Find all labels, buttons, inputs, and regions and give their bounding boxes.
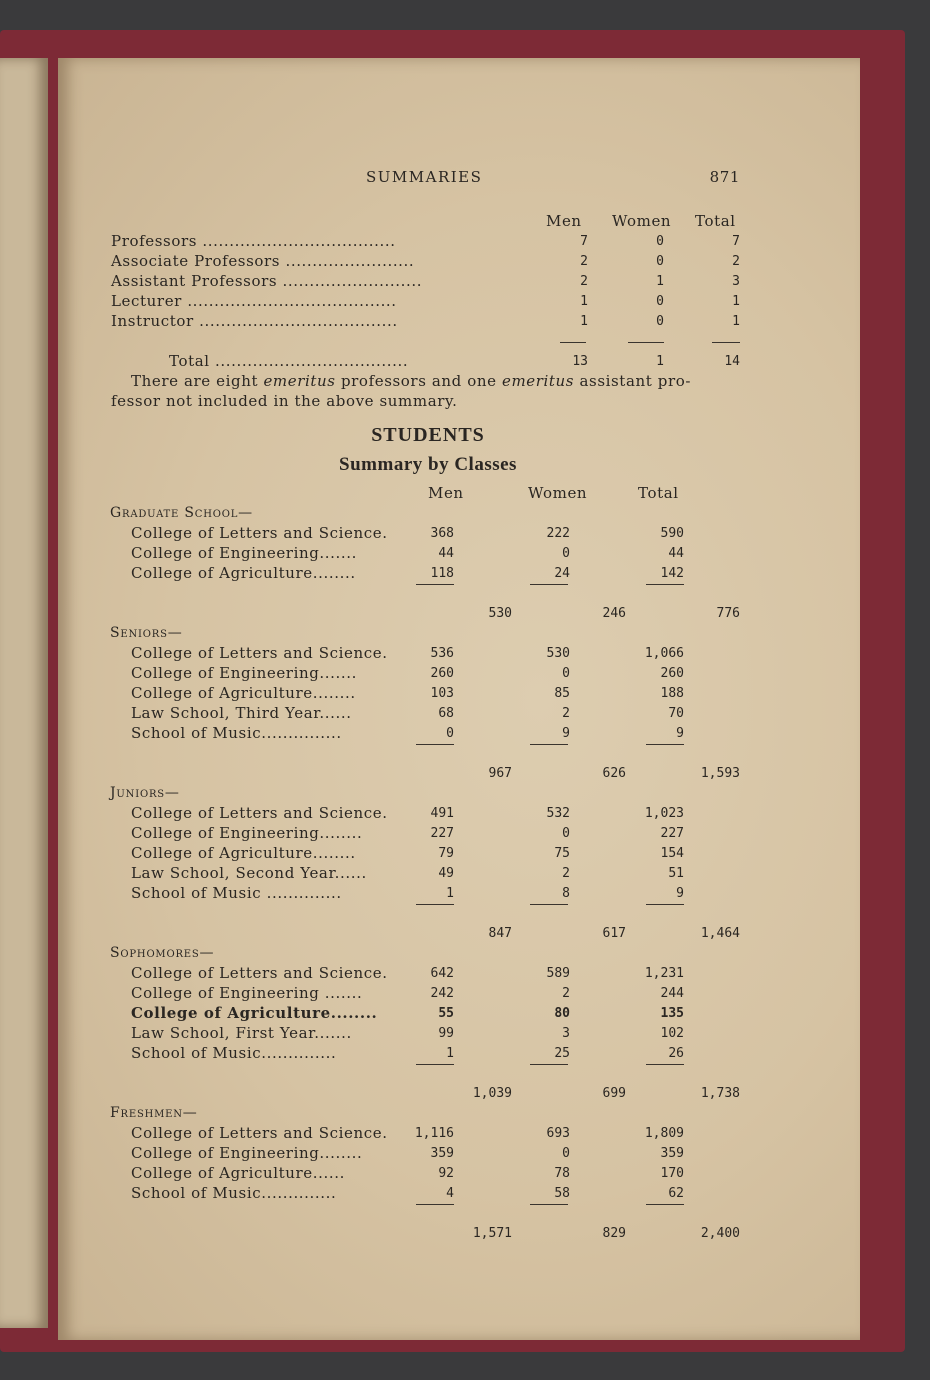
student-row-women: 2 <box>562 866 570 881</box>
student-row-women: 78 <box>554 1166 570 1181</box>
student-row-men: 491 <box>430 806 454 821</box>
faculty-row-label: Assistant Professors .......................... <box>111 272 423 290</box>
faculty-total-total: 14 <box>724 354 740 369</box>
faculty-row-women: 0 <box>656 234 664 249</box>
student-row-total: 154 <box>660 846 684 861</box>
faculty-row-label: Lecturer ....................................... <box>111 292 397 310</box>
student-row-men: 118 <box>430 566 454 581</box>
faculty-total-women: 1 <box>656 354 664 369</box>
student-row-women: 80 <box>554 1006 570 1021</box>
student-row-women: 532 <box>546 806 570 821</box>
section-heading: Freshmen— <box>110 1105 198 1121</box>
student-row-men: 227 <box>430 826 454 841</box>
subtotal-women: 699 <box>602 1086 626 1101</box>
student-row-men: 92 <box>438 1166 454 1181</box>
section-heading: Sophomores— <box>110 945 215 961</box>
faculty-row-women: 1 <box>656 274 664 289</box>
section-heading: Juniors— <box>110 785 180 801</box>
faculty-row-men: 1 <box>580 314 588 329</box>
faculty-rule-women <box>628 342 664 343</box>
facing-page-edge <box>0 58 48 1328</box>
faculty-row-total: 3 <box>732 274 740 289</box>
subtotal-women: 626 <box>602 766 626 781</box>
student-row-women: 9 <box>562 726 570 741</box>
subtotal-rule-total <box>646 904 684 905</box>
student-row-total: 70 <box>668 706 684 721</box>
subtotal-women: 246 <box>602 606 626 621</box>
student-row-men: 49 <box>438 866 454 881</box>
student-row-total: 51 <box>668 866 684 881</box>
student-row-total: 142 <box>660 566 684 581</box>
student-row-women: 24 <box>554 566 570 581</box>
student-row-men: 368 <box>430 526 454 541</box>
student-row-men: 4 <box>446 1186 454 1201</box>
faculty-row-men: 2 <box>580 254 588 269</box>
student-row-men: 1 <box>446 1046 454 1061</box>
faculty-row-men: 1 <box>580 294 588 309</box>
student-row-label: School of Music............... <box>131 724 342 742</box>
student-row-women: 0 <box>562 666 570 681</box>
subtotal-rule-women <box>530 584 568 585</box>
faculty-row-women: 0 <box>656 294 664 309</box>
faculty-note-line2: fessor not included in the above summary. <box>111 392 458 410</box>
student-row-men: 55 <box>438 1006 454 1021</box>
faculty-total-label: Total .................................... <box>169 352 409 370</box>
student-row-label: College of Letters and Science. <box>131 524 388 542</box>
subtotal-women: 829 <box>602 1226 626 1241</box>
student-row-men: 44 <box>438 546 454 561</box>
subtotal-rule-men <box>416 1204 454 1205</box>
student-row-men: 260 <box>430 666 454 681</box>
student-row-label: College of Engineering....... <box>131 664 358 682</box>
subtotal-total: 1,593 <box>700 766 740 781</box>
student-row-women: 222 <box>546 526 570 541</box>
student-row-total: 244 <box>660 986 684 1001</box>
student-row-men: 1 <box>446 886 454 901</box>
subtotal-men: 967 <box>488 766 512 781</box>
student-row-label: College of Engineering........ <box>131 824 363 842</box>
student-row-total: 1,809 <box>644 1126 684 1141</box>
student-row-label: Law School, Third Year...... <box>131 704 352 722</box>
page-number: 871 <box>709 168 740 186</box>
student-row-men: 242 <box>430 986 454 1001</box>
student-row-total: 1,066 <box>644 646 684 661</box>
subtotal-total: 776 <box>716 606 740 621</box>
student-row-men: 0 <box>446 726 454 741</box>
students-header-women: Women <box>528 484 588 502</box>
section-heading: Graduate School— <box>110 505 253 521</box>
student-row-label: College of Letters and Science. <box>131 1124 388 1142</box>
subtotal-women: 617 <box>602 926 626 941</box>
student-row-label: College of Engineering ....... <box>131 984 363 1002</box>
subtotal-rule-women <box>530 1204 568 1205</box>
student-row-men: 103 <box>430 686 454 701</box>
faculty-row-men: 7 <box>580 234 588 249</box>
faculty-row-label: Instructor ..................................... <box>111 312 398 330</box>
student-row-total: 62 <box>668 1186 684 1201</box>
student-row-label: School of Music .............. <box>131 884 342 902</box>
student-row-label: College of Agriculture...... <box>131 1164 345 1182</box>
student-row-label: College of Letters and Science. <box>131 644 388 662</box>
student-row-women: 25 <box>554 1046 570 1061</box>
faculty-row-total: 1 <box>732 314 740 329</box>
section-heading: Seniors— <box>110 625 183 641</box>
subtotal-men: 1,039 <box>472 1086 512 1101</box>
student-row-label: Law School, First Year....... <box>131 1024 352 1042</box>
faculty-row-label: Associate Professors ........................ <box>111 252 415 270</box>
subtotal-total: 2,400 <box>700 1226 740 1241</box>
subtotal-men: 847 <box>488 926 512 941</box>
student-row-total: 1,231 <box>644 966 684 981</box>
students-header-men: Men <box>428 484 464 502</box>
student-row-women: 58 <box>554 1186 570 1201</box>
student-row-label: College of Agriculture........ <box>131 564 356 582</box>
student-row-label: College of Agriculture........ <box>131 844 356 862</box>
student-row-label: College of Letters and Science. <box>131 804 388 822</box>
subtotal-rule-women <box>530 904 568 905</box>
student-row-women: 2 <box>562 986 570 1001</box>
subtotal-rule-men <box>416 584 454 585</box>
student-row-total: 260 <box>660 666 684 681</box>
subtotal-total: 1,464 <box>700 926 740 941</box>
student-row-men: 99 <box>438 1026 454 1041</box>
student-row-total: 135 <box>660 1006 684 1021</box>
student-row-women: 0 <box>562 826 570 841</box>
student-row-total: 9 <box>676 726 684 741</box>
subtotal-men: 530 <box>488 606 512 621</box>
faculty-rule-total <box>712 342 740 343</box>
subtotal-rule-total <box>646 584 684 585</box>
student-row-label: College of Engineering....... <box>131 544 358 562</box>
running-title: SUMMARIES <box>366 168 483 186</box>
faculty-row-total: 2 <box>732 254 740 269</box>
student-row-women: 589 <box>546 966 570 981</box>
student-row-total: 26 <box>668 1046 684 1061</box>
subtotal-rule-total <box>646 1204 684 1205</box>
student-row-label: School of Music.............. <box>131 1044 337 1062</box>
faculty-rule-men <box>560 342 586 343</box>
student-row-total: 170 <box>660 1166 684 1181</box>
students-title: STUDENTS <box>371 424 485 446</box>
student-row-label: Law School, Second Year...... <box>131 864 367 882</box>
student-row-women: 85 <box>554 686 570 701</box>
faculty-row-women: 0 <box>656 254 664 269</box>
student-row-women: 0 <box>562 1146 570 1161</box>
faculty-row-women: 0 <box>656 314 664 329</box>
student-row-men: 536 <box>430 646 454 661</box>
student-row-label: College of Agriculture........ <box>131 684 356 702</box>
student-row-women: 8 <box>562 886 570 901</box>
student-row-label: School of Music.............. <box>131 1184 337 1202</box>
faculty-total-men: 13 <box>572 354 588 369</box>
faculty-note-line1: There are eight emeritus professors and one emeritus assistant pro- <box>131 372 692 390</box>
student-row-total: 102 <box>660 1026 684 1041</box>
student-row-total: 44 <box>668 546 684 561</box>
students-subtitle: Summary by Classes <box>339 454 517 475</box>
student-row-men: 642 <box>430 966 454 981</box>
faculty-row-total: 7 <box>732 234 740 249</box>
student-row-men: 1,116 <box>414 1126 454 1141</box>
student-row-total: 9 <box>676 886 684 901</box>
subtotal-rule-total <box>646 744 684 745</box>
subtotal-rule-men <box>416 744 454 745</box>
student-row-total: 590 <box>660 526 684 541</box>
faculty-row-total: 1 <box>732 294 740 309</box>
subtotal-rule-total <box>646 1064 684 1065</box>
student-row-women: 530 <box>546 646 570 661</box>
subtotal-total: 1,738 <box>700 1086 740 1101</box>
student-row-women: 2 <box>562 706 570 721</box>
student-row-label: College of Engineering........ <box>131 1144 363 1162</box>
student-row-women: 693 <box>546 1126 570 1141</box>
faculty-header-men: Men <box>546 212 582 230</box>
student-row-total: 359 <box>660 1146 684 1161</box>
subtotal-rule-women <box>530 744 568 745</box>
student-row-men: 68 <box>438 706 454 721</box>
students-header-total: Total <box>638 484 679 502</box>
student-row-total: 188 <box>660 686 684 701</box>
student-row-label: College of Agriculture........ <box>131 1004 378 1022</box>
subtotal-rule-men <box>416 1064 454 1065</box>
student-row-men: 79 <box>438 846 454 861</box>
faculty-row-men: 2 <box>580 274 588 289</box>
subtotal-rule-women <box>530 1064 568 1065</box>
faculty-row-label: Professors .................................... <box>111 232 396 250</box>
student-row-total: 1,023 <box>644 806 684 821</box>
student-row-total: 227 <box>660 826 684 841</box>
faculty-header-women: Women <box>612 212 672 230</box>
student-row-label: College of Letters and Science. <box>131 964 388 982</box>
subtotal-rule-men <box>416 904 454 905</box>
student-row-women: 75 <box>554 846 570 861</box>
subtotal-men: 1,571 <box>472 1226 512 1241</box>
student-row-women: 0 <box>562 546 570 561</box>
book-page <box>58 58 860 1340</box>
faculty-header-total: Total <box>695 212 736 230</box>
student-row-women: 3 <box>562 1026 570 1041</box>
student-row-men: 359 <box>430 1146 454 1161</box>
